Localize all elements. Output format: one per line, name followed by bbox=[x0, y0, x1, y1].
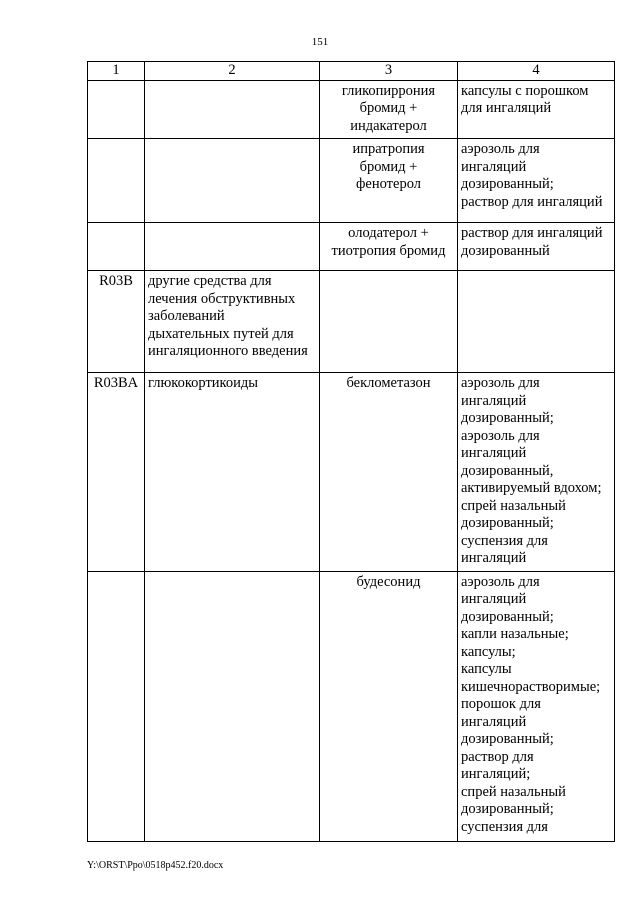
table-row bbox=[88, 139, 615, 223]
dosage-forms-cell: капсулы с порошком для ингаляций bbox=[458, 80, 615, 139]
file-path-footer: Y:\ORST\Ppo\0518p452.f20.docx bbox=[87, 860, 224, 871]
table-row bbox=[88, 571, 615, 841]
group-cell bbox=[145, 80, 320, 139]
group-cell: другие средства для лечения обструктивных заболеваний дыхательных путей для ингаляционного введения bbox=[145, 271, 320, 373]
table-row bbox=[88, 80, 615, 139]
group-cell bbox=[145, 139, 320, 223]
column-header-4: 4 bbox=[458, 62, 615, 81]
atc-code-cell bbox=[88, 223, 145, 271]
dosage-forms-cell: аэрозоль для ингаляций дозированный; капли назальные; капсулы; капсулы кишечнорастворимые; порошок для ингаляций дозированный; раствор для ингаляций; спрей назальный дозированный; суспензия для bbox=[458, 571, 615, 841]
page-number: 151 bbox=[311, 36, 329, 48]
table-row bbox=[88, 223, 615, 271]
dosage-forms-cell: аэрозоль для ингаляций дозированный; аэрозоль для ингаляций дозированный, активируемый вдохом; спрей назальный дозированный; суспензия для ингаляций bbox=[458, 373, 615, 572]
dosage-forms-cell: раствор для ингаляций дозированный bbox=[458, 223, 615, 271]
substance-cell: беклометазон bbox=[320, 373, 458, 572]
atc-code-cell bbox=[88, 80, 145, 139]
substance-cell: гликопиррония бромид + индакатерол bbox=[320, 80, 458, 139]
substance-cell bbox=[320, 271, 458, 373]
atc-code-cell bbox=[88, 139, 145, 223]
group-cell bbox=[145, 571, 320, 841]
table-row bbox=[88, 373, 615, 572]
substance-cell: олодатерол + тиотропия бромид bbox=[320, 223, 458, 271]
table-row bbox=[88, 271, 615, 373]
table-header-row bbox=[88, 62, 615, 81]
atc-code-cell bbox=[88, 571, 145, 841]
group-cell bbox=[145, 223, 320, 271]
column-header-1: 1 bbox=[88, 62, 145, 81]
medications-table bbox=[87, 61, 615, 842]
dosage-forms-cell bbox=[458, 271, 615, 373]
atc-code-cell: R03B bbox=[88, 271, 145, 373]
dosage-forms-cell: аэрозоль для ингаляций дозированный; раствор для ингаляций bbox=[458, 139, 615, 223]
substance-cell: ипратропия бромид + фенотерол bbox=[320, 139, 458, 223]
column-header-2: 2 bbox=[145, 62, 320, 81]
substance-cell: будесонид bbox=[320, 571, 458, 841]
atc-code-cell: R03BA bbox=[88, 373, 145, 572]
group-cell: глюкокортикоиды bbox=[145, 373, 320, 572]
column-header-3: 3 bbox=[320, 62, 458, 81]
